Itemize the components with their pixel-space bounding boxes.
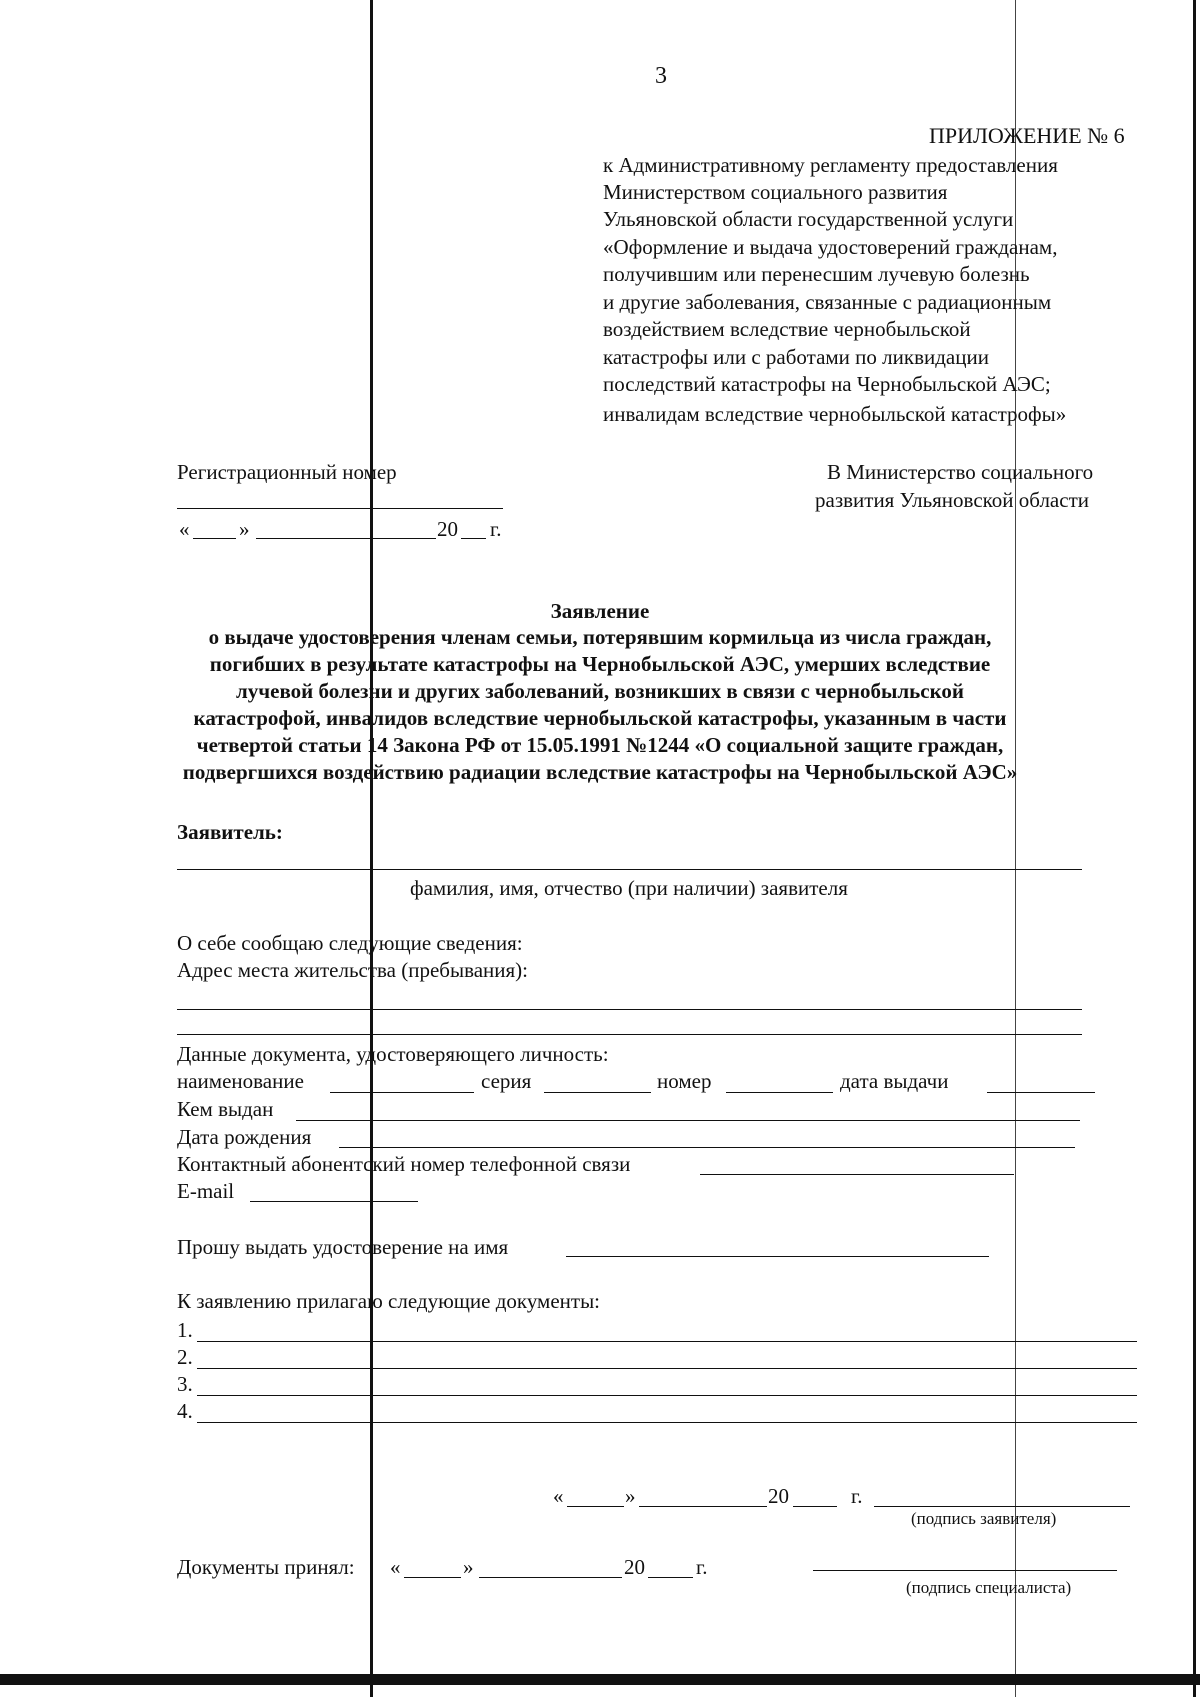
accepted-label: Документы принял:: [177, 1555, 355, 1579]
scan-bottom-edge: [0, 1674, 1200, 1685]
appendix-line: Министерством социального развития: [603, 180, 948, 204]
appendix-line: и другие заболевания, связанные с радиационным: [603, 290, 1052, 314]
attachment-field[interactable]: [197, 1341, 1137, 1342]
issued-by-label: Кем выдан: [177, 1097, 274, 1121]
signature-date-close: »: [625, 1484, 636, 1508]
page-number: 3: [655, 63, 667, 89]
attachment-field[interactable]: [197, 1368, 1137, 1369]
statement-line: лучевой болезни и других заболеваний, возникших в связи с чернобыльской: [236, 679, 964, 703]
doc-name-field[interactable]: [330, 1092, 474, 1093]
address-field-2[interactable]: [177, 1034, 1082, 1035]
statement-line: катастрофой, инвалидов вследствие чернобыльской катастрофы, указанным в части: [193, 706, 1007, 730]
signature-year-prefix: 20: [768, 1484, 789, 1508]
signature-day-field[interactable]: [567, 1506, 624, 1507]
issue-date-field[interactable]: [987, 1092, 1095, 1093]
statement-line: подвергшихся воздействию радиации вследствие катастрофы на Чернобыльской АЭС»: [182, 760, 1018, 784]
statement-line: четвертой статьи 14 Закона РФ от 15.05.1991 №1244 «О социальной защите граждан,: [196, 733, 1004, 757]
registration-year-field[interactable]: [461, 538, 486, 539]
accepted-year-prefix: 20: [624, 1555, 645, 1579]
attachments-label: К заявлению прилагаю следующие документы:: [177, 1289, 601, 1313]
signature-date-open: «: [553, 1484, 564, 1508]
specialist-signature-caption: (подпись специалиста): [906, 1578, 1072, 1597]
accepted-year-suffix: г.: [696, 1555, 708, 1579]
registration-year-suffix: г.: [490, 517, 502, 541]
appendix-line: инвалидам вследствие чернобыльской катастрофы»: [603, 402, 1067, 426]
email-field[interactable]: [250, 1201, 418, 1202]
appendix-line: к Административному регламенту предоставления: [603, 153, 1058, 177]
phone-label: Контактный абонентский номер телефонной связи: [177, 1152, 631, 1176]
registration-label: Регистрационный номер: [177, 460, 397, 484]
registration-day-field[interactable]: [193, 538, 236, 539]
appendix-line: получившим или перенесшим лучевую болезнь: [603, 262, 1030, 286]
attachment-item-number: 4.: [177, 1399, 193, 1423]
registration-date-open: «: [179, 517, 190, 541]
doc-name-label: наименование: [177, 1069, 304, 1093]
applicant-caption: фамилия, имя, отчество (при наличии) заявителя: [410, 876, 848, 900]
accepted-date-close: »: [463, 1555, 474, 1579]
request-label: Прошу выдать удостоверение на имя: [177, 1235, 509, 1259]
info-intro: О себе сообщаю следующие сведения:: [177, 931, 523, 955]
addressee-line1: В Министерство социального: [827, 460, 1094, 484]
birth-date-field[interactable]: [339, 1147, 1075, 1148]
phone-field[interactable]: [700, 1174, 1014, 1175]
attachment-item-number: 3.: [177, 1372, 193, 1396]
birth-date-label: Дата рождения: [177, 1125, 312, 1149]
attachment-field[interactable]: [197, 1422, 1137, 1423]
specialist-signature-field[interactable]: [813, 1570, 1117, 1571]
appendix-line: Ульяновской области государственной услуги: [603, 207, 1014, 231]
registration-number-field[interactable]: [177, 508, 503, 509]
email-label: E-mail: [177, 1179, 235, 1203]
series-field[interactable]: [544, 1092, 651, 1093]
issued-by-field[interactable]: [296, 1120, 1080, 1121]
signature-year-field[interactable]: [793, 1506, 837, 1507]
number-label: номер: [657, 1069, 712, 1093]
certificate-name-field[interactable]: [566, 1256, 989, 1257]
applicant-label: Заявитель:: [177, 820, 283, 844]
accepted-date-open: «: [390, 1555, 401, 1579]
appendix-line: воздействием вследствие чернобыльской: [603, 317, 971, 341]
id-document-label: Данные документа, удостоверяющего личность:: [177, 1042, 609, 1066]
registration-year-prefix: 20: [437, 517, 458, 541]
accepted-year-field[interactable]: [648, 1577, 693, 1578]
appendix-line: «Оформление и выдача удостоверений гражданам,: [603, 235, 1058, 259]
number-field[interactable]: [726, 1092, 833, 1093]
applicant-signature-caption: (подпись заявителя): [911, 1509, 1057, 1528]
issue-date-label: дата выдачи: [840, 1069, 949, 1093]
address-label: Адрес места жительства (пребывания):: [177, 958, 529, 982]
attachment-field[interactable]: [197, 1395, 1137, 1396]
signature-month-field[interactable]: [639, 1506, 767, 1507]
registration-month-field[interactable]: [256, 538, 436, 539]
signature-year-suffix: г.: [851, 1484, 863, 1508]
scan-right-edge: [1193, 0, 1196, 1697]
accepted-day-field[interactable]: [404, 1577, 461, 1578]
applicant-name-field[interactable]: [177, 869, 1082, 870]
registration-date-close: »: [239, 517, 250, 541]
statement-heading: Заявление: [550, 599, 650, 623]
scan-vertical-line-left: [370, 0, 373, 1697]
appendix-title: ПРИЛОЖЕНИЕ № 6: [929, 123, 1125, 148]
address-field-1[interactable]: [177, 1009, 1082, 1010]
statement-line: о выдаче удостоверения членам семьи, потерявшим кормильца из числа граждан,: [208, 625, 992, 649]
appendix-line: последствий катастрофы на Чернобыльской АЭС;: [603, 372, 1051, 396]
attachment-item-number: 1.: [177, 1318, 193, 1342]
accepted-month-field[interactable]: [479, 1577, 622, 1578]
attachment-item-number: 2.: [177, 1345, 193, 1369]
addressee-line2: развития Ульяновской области: [815, 488, 1089, 512]
series-label: серия: [481, 1069, 532, 1093]
appendix-line: катастрофы или с работами по ликвидации: [603, 345, 989, 369]
applicant-signature-field[interactable]: [874, 1506, 1130, 1507]
statement-line: погибших в результате катастрофы на Чернобыльской АЭС, умерших вследствие: [209, 652, 991, 676]
